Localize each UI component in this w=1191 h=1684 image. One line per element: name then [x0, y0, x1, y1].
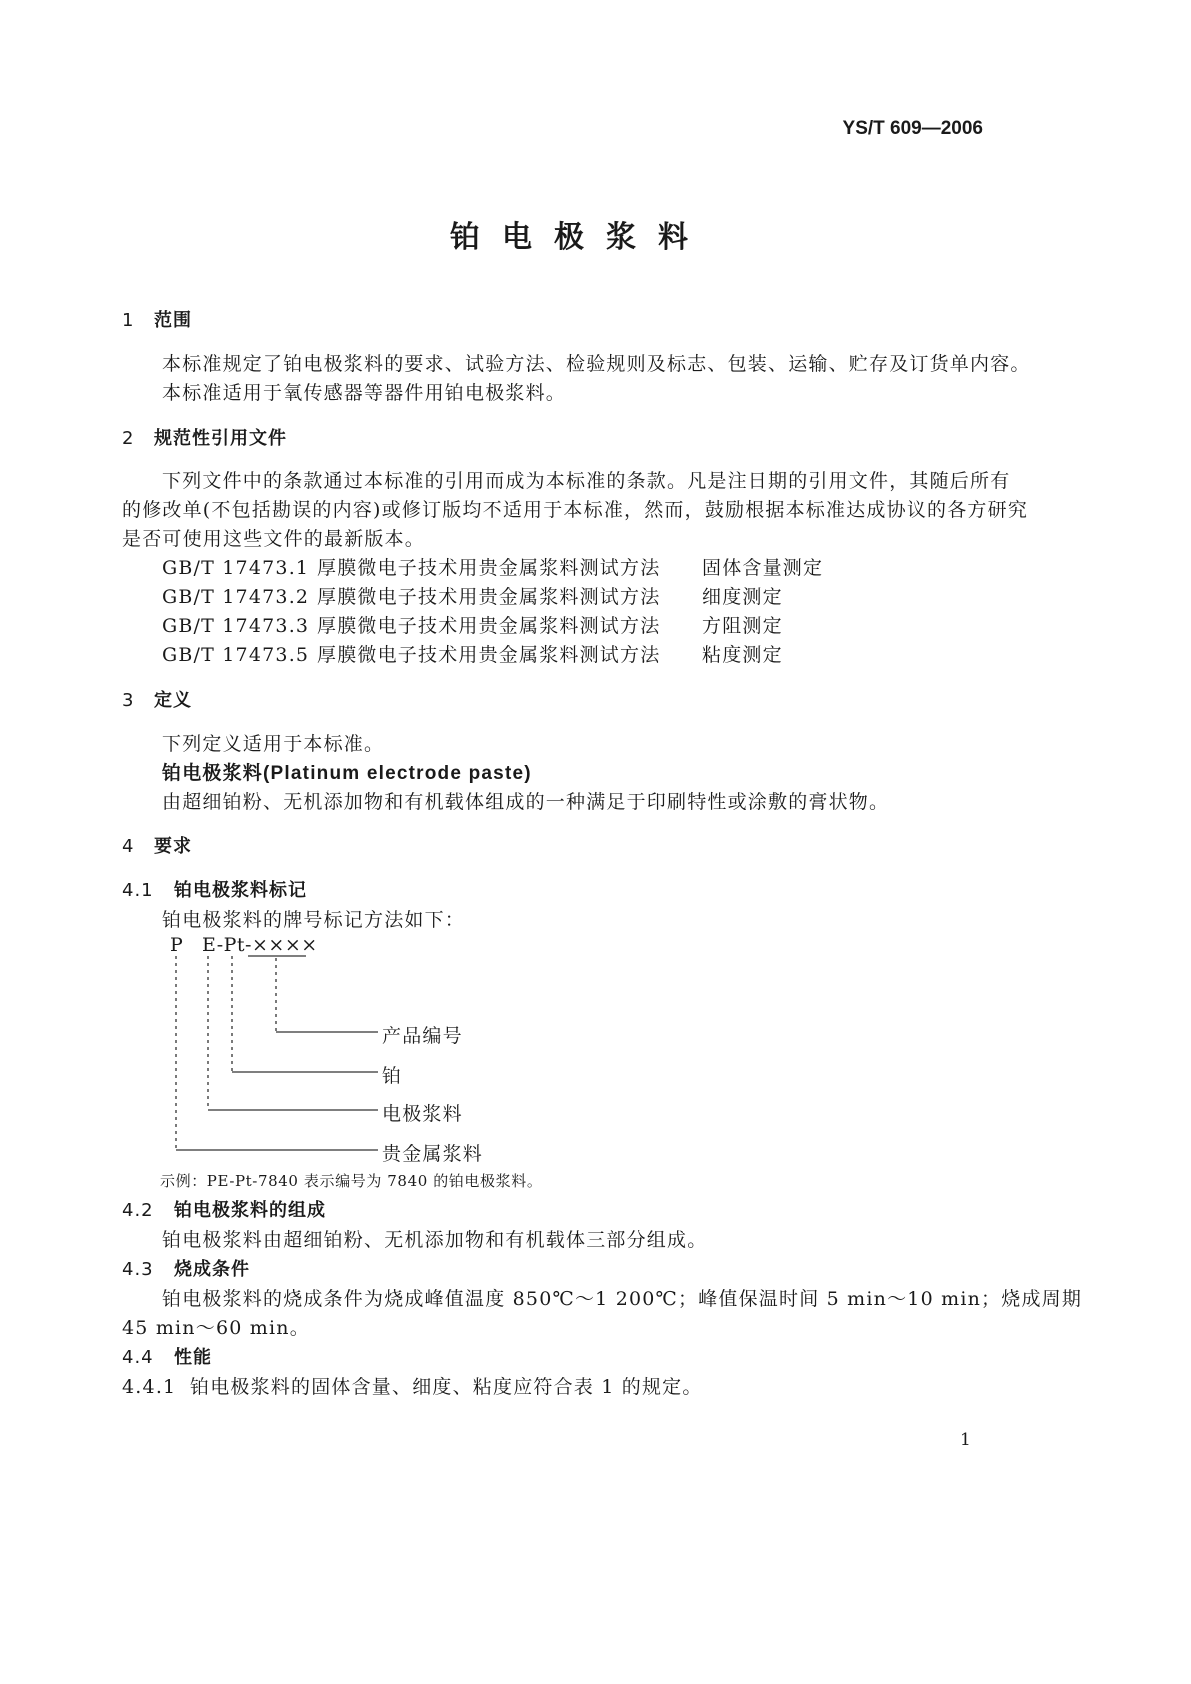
- section-4-heading: 4 要求: [122, 836, 192, 857]
- mark-p: P: [170, 934, 184, 956]
- section-2-heading: 2 规范性引用文件: [122, 428, 287, 449]
- section-3-heading: 3 定义: [122, 690, 192, 711]
- page-title: 铂电极浆料: [450, 220, 710, 255]
- reference-code: GB/T 17473.3: [162, 615, 310, 637]
- reference-code: GB/T 17473.1: [162, 557, 310, 579]
- section-2-intro-1: 下列文件中的条款通过本标准的引用而成为本标准的条款。凡是注日期的引用文件，其随后所有: [162, 470, 1011, 492]
- reference-item: 固体含量测定: [702, 557, 824, 579]
- reference-code: GB/T 17473.5: [162, 644, 310, 666]
- mark-label-precious-metal-paste: 贵金属浆料: [382, 1143, 484, 1165]
- section-4-3-text-1: 铂电极浆料的烧成条件为烧成峰值温度 850℃～1 200℃；峰值保温时间 5 min～10 min；烧成周期: [162, 1288, 1083, 1310]
- reference-title: 厚膜微电子技术用贵金属浆料测试方法: [317, 557, 661, 579]
- section-4-3-heading: 4.3 烧成条件: [122, 1259, 250, 1280]
- section-1-para-2: 本标准适用于氧传感器等器件用铂电极浆料。: [162, 382, 567, 404]
- reference-item: 细度测定: [702, 586, 783, 608]
- section-1-heading: 1 范围: [122, 310, 192, 331]
- reference-title: 厚膜微电子技术用贵金属浆料测试方法: [317, 644, 661, 666]
- reference-item: 粘度测定: [702, 644, 783, 666]
- standard-code: YS/T 609—2006: [842, 118, 983, 139]
- reference-title: 厚膜微电子技术用贵金属浆料测试方法: [317, 615, 661, 637]
- page-number: 1: [960, 1430, 971, 1450]
- mark-code: E-Pt-××××: [202, 934, 318, 956]
- term-en: (Platinum electrode paste): [263, 763, 532, 784]
- reference-item: 方阻测定: [702, 615, 783, 637]
- section-2-intro-3: 是否可使用这些文件的最新版本。: [122, 528, 426, 550]
- term-cn: 铂电极浆料: [162, 762, 264, 784]
- section-1-para-1: 本标准规定了铂电极浆料的要求、试验方法、检验规则及标志、包装、运输、贮存及订货单内容。: [162, 353, 1031, 375]
- mark-label-electrode-paste: 电极浆料: [382, 1103, 463, 1125]
- reference-title: 厚膜微电子技术用贵金属浆料测试方法: [317, 586, 661, 608]
- reference-code: GB/T 17473.2: [162, 586, 310, 608]
- mark-label-product-number: 产品编号: [382, 1025, 463, 1047]
- section-4-4-1-number: 4.4.1: [122, 1376, 177, 1398]
- mark-label-platinum: 铂: [382, 1065, 403, 1087]
- section-2-intro-2: 的修改单(不包括勘误的内容)或修订版均不适用于本标准，然而，鼓励根据本标准达成协议的各方研究: [122, 499, 1029, 521]
- section-3-intro: 下列定义适用于本标准。: [162, 733, 385, 755]
- term-definition: 由超细铂粉、无机添加物和有机载体组成的一种满足于印刷特性或涂敷的膏状物。: [162, 791, 890, 813]
- section-4-4-heading: 4.4 性能: [122, 1347, 212, 1368]
- section-4-4-1-text: 4.4.1 铂电极浆料的固体含量、细度、粘度应符合表 1 的规定。: [122, 1376, 703, 1398]
- section-4-3-text-2: 45 min～60 min。: [122, 1317, 310, 1339]
- section-4-2-text: 铂电极浆料由超细铂粉、无机添加物和有机载体三部分组成。: [162, 1229, 708, 1251]
- section-4-2-heading: 4.2 铂电极浆料的组成: [122, 1200, 326, 1221]
- section-4-1-intro: 铂电极浆料的牌号标记方法如下：: [162, 909, 466, 931]
- mark-example: 示例：PE-Pt-7840 表示编号为 7840 的铂电极浆料。: [160, 1172, 543, 1190]
- section-4-1-heading: 4.1 铂电极浆料标记: [122, 880, 307, 901]
